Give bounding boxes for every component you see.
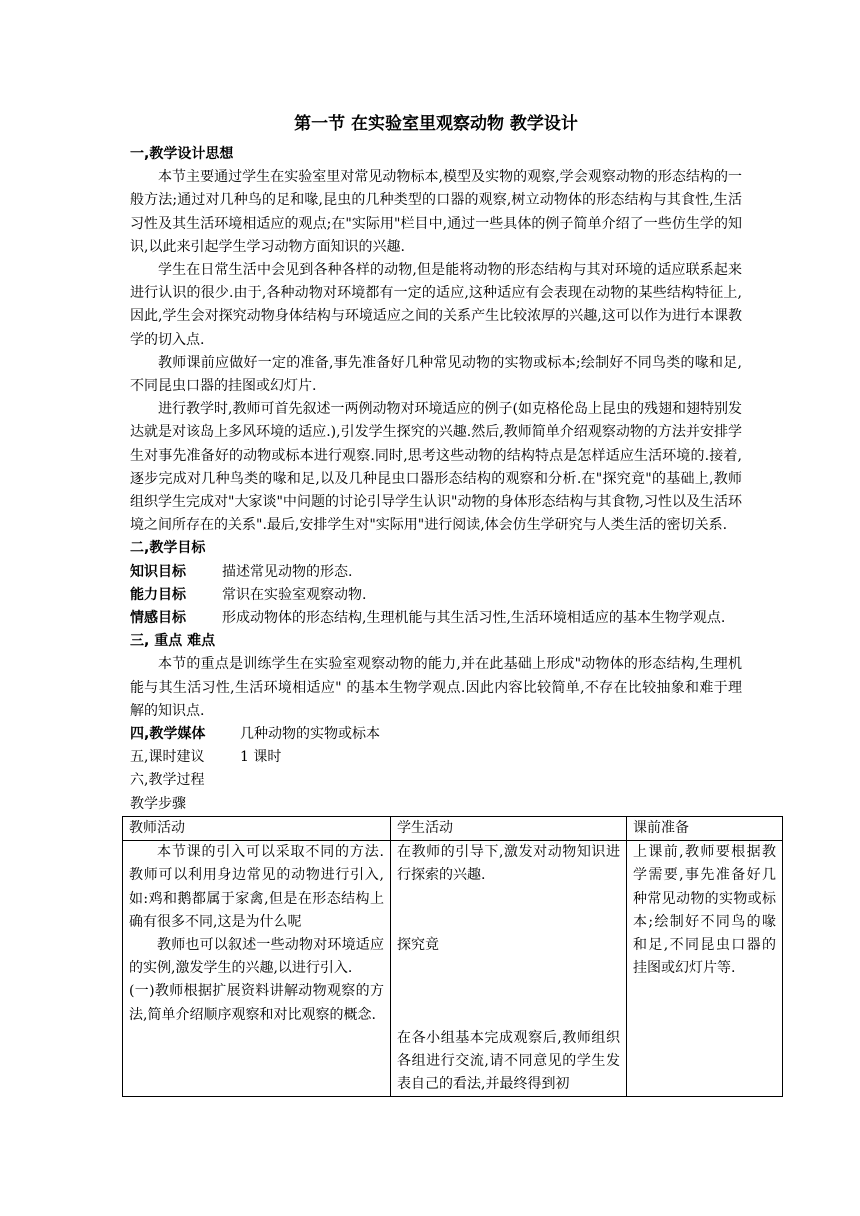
goal-text: 形成动物体的形态结构,生理机能与其生活习性,生活环境相适应的基本生物学观点. xyxy=(222,610,726,627)
document-page xyxy=(129,112,776,1097)
cell-paragraph: 在教师的引导下,激发对动物知识进行探索的兴趣. xyxy=(397,844,620,884)
goal-row xyxy=(130,584,742,607)
table-header-cell: 学生活动 xyxy=(391,816,627,840)
table-header-cell: 课前准备 xyxy=(627,816,783,840)
table-row xyxy=(123,841,783,1097)
section-heading-6: 六,教学过程 xyxy=(130,772,205,789)
section-heading-4: 四,教学媒体 xyxy=(130,726,206,743)
goal-row xyxy=(130,561,742,584)
section-heading-1: 一,教学设计思想 xyxy=(130,146,234,162)
section-heading-5: 五,课时建议 xyxy=(130,749,205,766)
paragraph: 教师课前应做好一定的准备,事先准备好几种常见动物的实物或标本;绘制好不同鸟类的喙和足,不同昆虫口器的挂图或幻灯片. xyxy=(130,354,742,395)
goal-label: 能力目标 xyxy=(130,586,186,603)
paragraph: 本节的重点是训练学生在实验室观察动物的能力,并在此基础上形成"动物体的形态结构,生理机能与其生活习性,生活环境相适应" 的基本生物学观点.因此内容比较简单,不存在比较抽象和难于理解的知识点. xyxy=(130,656,742,719)
goal-row xyxy=(130,607,742,630)
subheading-steps: 教学步骤 xyxy=(130,795,186,812)
cell-paragraph: 上课前,教师要根据教学需要,事先准备好几种常见动物的实物或标本;绘制好不同鸟的喙和足,不同昆虫口器的挂图或幻灯片等. xyxy=(633,844,776,977)
paragraph: 进行教学时,教师可首先叙述一两例动物对环境适应的例子(如克格伦岛上昆虫的残翅和翅特别发达就是对该岛上多风环境的适应.),引发学生探究的兴趣.然后,教师简单介绍观察动物的方法并安排学生对事先准备好的动物或标本进行观察.同时,思考这些动物的结构特点是怎样适应生活环境的.接着,逐步完成对几种鸟类的喙和足,以及几种昆虫口器形态结构的观察和分析.在"探究竟"的基础上,教师组织学生完成对"大家谈"中问题的讨论引导学生认识"动物的身体形态结构与其食物,习性以及生活环境之间所存在的关系".最后,安排学生对"实际用"进行阅读,体会仿生学研究与人类生活的密切关系. xyxy=(130,401,742,534)
cell-paragraph: 探究竟 xyxy=(397,936,439,953)
media-row xyxy=(130,723,742,746)
process-table xyxy=(122,816,783,1097)
section-heading-3: 三, 重点 难点 xyxy=(130,633,216,650)
student-activity-cell xyxy=(391,841,627,1097)
media-value: 几种动物的实物或标本 xyxy=(240,726,380,743)
goal-label: 知识目标 xyxy=(130,563,186,580)
preparation-cell xyxy=(627,841,783,1097)
goal-text: 描述常见动物的形态. xyxy=(222,563,353,580)
hours-value: 1 课时 xyxy=(240,749,282,766)
cell-paragraph: 本节课的引入可以采取不同的方法.教师可以利用身边常见的动物进行引入,如:鸡和鹅都属于家禽,但是在形态结构上确有很多不同,这是为什么呢 xyxy=(129,844,384,930)
goal-text: 常识在实验室观察动物. xyxy=(222,586,367,603)
goal-label: 情感目标 xyxy=(130,610,186,627)
teacher-activity-cell xyxy=(123,841,391,1097)
section-heading-2: 二,教学目标 xyxy=(130,540,206,557)
table-header-cell: 教师活动 xyxy=(123,816,391,840)
paragraph: 学生在日常生活中会见到各种各样的动物,但是能将动物的形态结构与其对环境的适应联系起来进行认识的很少.由于,各种动物对环境都有一定的适应,这种适应有会表现在动物的某些结构特征上,因此,学生会对探究动物身体结构与环境适应之间的关系产生比较浓厚的兴趣,这可以作为进行本课教学的切入点. xyxy=(130,262,742,348)
document-title: 第一节 在实验室里观察动物 教学设计 xyxy=(294,114,578,134)
cell-paragraph: (一)教师根据扩展资料讲解动物观察的方法,简单介绍顺序观察和对比观察的概念. xyxy=(129,983,384,1023)
table-header-row xyxy=(123,816,783,840)
cell-paragraph: 教师也可以叙述一些动物对环境适应的实例,激发学生的兴趣,以进行引入. xyxy=(129,936,384,977)
cell-paragraph: 在各小组基本完成观察后,教师组织各组进行交流,请不同意见的学生发表自己的看法,并最终得到初 xyxy=(397,1029,620,1093)
paragraph: 本节主要通过学生在实验室里对常见动物标本,模型及实物的观察,学会观察动物的形态结构的一般方法;通过对几种鸟的足和喙,昆虫的几种类型的口器的观察,树立动物体的形态结构与其食性,生活习性及其生活环境相适应的观点;在"实际用"栏目中,通过一些具体的例子简单介绍了一些仿生学的知识,以此来引起学生学习动物方面知识的兴趣. xyxy=(130,169,742,255)
hours-row xyxy=(130,746,742,769)
